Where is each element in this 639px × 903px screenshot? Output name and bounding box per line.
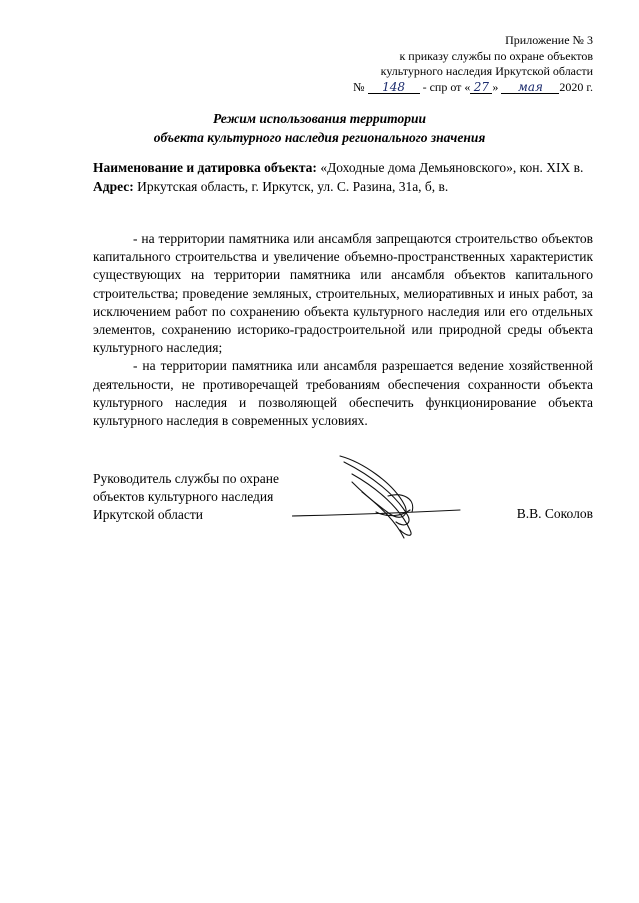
paragraph-permitted: - на территории памятника или ансамбля разрешается ведение хозяйственной деятельности, не противоречащей требованиям обеспечения сохранности объекта культурного наследия и позволяющей обеспечить функционирование объекта культурного наследия в современных условиях. bbox=[93, 358, 593, 429]
handwritten-signature bbox=[292, 452, 462, 542]
order-quote: » bbox=[492, 79, 499, 94]
position-line-3: Иркутской области bbox=[93, 507, 204, 522]
object-address-label: Адрес: bbox=[93, 179, 134, 194]
paragraph-prohibited: - на территории памятника или ансамбля запрещаются строительство объектов капитального строительства и увеличение объемно-пространственных характеристик существующих на территории памятника или ансамбля объектов капитального строительства; проведение земляных, строительных, мелиоративных и иных работ, за исключением работ по сохранению объекта культурного наследия или его отдельных элементов, сохранению историко-градостроительной или природной среды объекта культурного наследия; bbox=[93, 231, 593, 356]
object-name-label: Наименование и датировка объекта: bbox=[93, 160, 317, 175]
order-year: 2020 г. bbox=[559, 79, 593, 94]
appendix-order-line bbox=[353, 80, 593, 96]
title-line-1: Режим использования территории bbox=[213, 111, 426, 126]
object-name-value: «Доходные дома Демьяновского», кон. XIX в. bbox=[320, 160, 584, 175]
appendix-block bbox=[353, 33, 593, 95]
appendix-line-1: Приложение № 3 bbox=[505, 33, 593, 47]
appendix-line-2: к приказу службы по охране объектов bbox=[399, 48, 593, 63]
order-number: 148 bbox=[368, 81, 420, 94]
position-line-2: объектов культурного наследия bbox=[93, 489, 274, 504]
order-day: 27 bbox=[470, 81, 492, 94]
title-line-2: объекта культурного наследия регионального значения bbox=[153, 130, 486, 145]
object-name bbox=[93, 158, 593, 177]
object-info bbox=[93, 158, 593, 196]
document-title bbox=[0, 109, 639, 147]
number-sign: № bbox=[353, 79, 365, 94]
object-address-value: Иркутская область, г. Иркутск, ул. С. Разина, 31а, б, в. bbox=[137, 179, 449, 194]
object-address bbox=[93, 177, 593, 196]
signatory-position bbox=[93, 470, 279, 524]
position-line-1: Руководитель службы по охране bbox=[93, 471, 280, 486]
appendix-line-3: культурного наследия Иркутской области bbox=[380, 64, 593, 78]
signatory-name: В.В. Соколов bbox=[516, 506, 593, 521]
order-mid: - спр от « bbox=[422, 79, 471, 94]
order-month: мая bbox=[501, 81, 559, 94]
regime-text bbox=[93, 230, 593, 430]
